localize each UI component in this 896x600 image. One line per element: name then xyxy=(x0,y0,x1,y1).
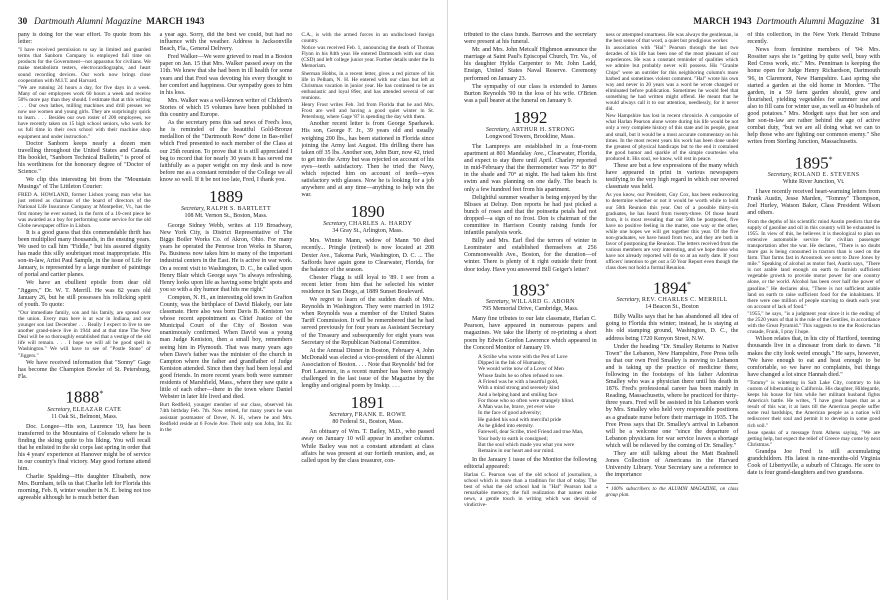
poem-line: In the face of good adversity; xyxy=(478,410,542,417)
paragraph: Grandpa Joe Ford is still accumulating grandchildren. His latest is nine-months-old Virginia Cook of Libertyville, a suburb of Chicago. He sore to date is four grand-daughters and two grandsons. xyxy=(747,448,880,477)
poem-line: And a helping hand and smiling face xyxy=(478,391,558,398)
secretary-name: ROLAND E. STEVENS xyxy=(793,172,860,179)
poem-line: A Friend was he with a heartful gold, xyxy=(478,378,559,385)
class-year: 1891 xyxy=(350,393,385,413)
left-page-header xyxy=(18,16,434,26)
secretary-address: 34 Gray St., Arlington, Mass. xyxy=(332,228,404,235)
secretary-line xyxy=(606,297,739,304)
paragraph: We have received information that "Sonny" Gage has become the Champion Bowler of St. Petersburg, Fla. xyxy=(18,359,151,380)
paragraph: These are but a few expressions of the many which have appeared in print in various newspapers testifying to the very high regard in which our revered classmate was held. xyxy=(605,162,739,191)
quote: ness or attempted smartness. He was always the gentleman, in the best sense of that word, a quiet but prodigious worker. xyxy=(605,32,739,45)
paragraph: Doctor Sanborn keeps nearly a dozen men travelling throughout the United States and Canada. His booklet, "Sanborn Technical Bulletin," is proof of his worthiness for the honorary degree of "Doctor of Science." xyxy=(18,140,151,175)
quote: "I have received permission to say in limited and guarded terms that Sanborn Company is employed full time on products for the Government—not apparatus for civilians. We make metabolism testers, electrocardiographs, and heart sound recording devices. Our work now brings close cooperation with M.I.T. and Harvard. xyxy=(18,47,151,84)
class-year: 1895 xyxy=(794,153,829,173)
paragraph: Compton, N. H., an interesting old town in Grafton County, was the birthplace of David Blakely, our late classmate. Here also was born Davis B. Keniston 'oo whose recent appointment as Chief Justice of the Municipal Court of the City of Boston was unanimously confirmed. When David was a young man Judge Keniston, then a small boy, remembers seeing him in Plymouth. That was many years ago when Dave's father was the minister of the church in Campton where the father and grandfather of Judge Keniston attended. Since then they had been loyal and good friends. In more recent years both were summer residents of Marshfield, Mass., where they saw quite a little of each other—there in the town where Daniel Webster in later life lived and died. xyxy=(159,294,293,401)
paragraph: We regret to learn of the sudden death of Mrs. Reynolds in Washington. They were married in 1912 when Reynolds was a member of the United States Tariff Commission. It will be remembered that he had served previously for four years as Assistant Secretary of the Treasury and subsequently for eight years was Secretary of the Republican National Committee. xyxy=(301,297,434,346)
note: Burt Redfield, younger member of our class, observed his 74th birthday Feb. 7th. Now retired, for many years he was assistant postmaster of Dover, N. H., where he and Mrs. Redfield reside at 6 Fowle Ave. Their only son John, Int. Er. in the xyxy=(159,402,293,433)
quote: FRED A. HOWLAND, former Lisbon young man who has just retired as chairman of the board of directors of the National Life Insurance Company at Montpelier, Vt., has the first money he ever earned, in the form of a 10-cent piece he was awarded as a boy for performing some service for the old Globe newspaper office in Lisbon. xyxy=(18,192,151,229)
quote: Harlan C. Pearson was of the old school of journalism, a school which is more than a tradition for that of today. The best of what the old school had in "Hal" Pearson had a remarkable memory, the full realization that names make news, a gentle touch in writing which was devoid of vindictive- xyxy=(464,471,597,509)
paragraph: Delightful summer weather is being enjoyed by the Blisses at Delray. Don reports he had just picked a bunch of roses and that the poinsetta petals had not dropped—a sign of no frost. Don is chairman of the committee in Harrison County raising funds for infantile paralysis work. xyxy=(464,194,597,237)
secretary-label: Secretary, xyxy=(180,205,205,212)
class-year-heading: 1893* xyxy=(511,280,550,300)
poem-line: As he glided into eternity. xyxy=(478,423,534,430)
right-date: MARCH 1943 xyxy=(693,16,752,26)
poem-line: But the soul which made you what you were xyxy=(478,441,575,448)
right-column-2 xyxy=(606,32,739,598)
note: "Tommy" is wintering in Salt Lake City, contrary to his custom of hibernating in California. His daughter, Hildegarde, keeps his house for him while her militant husband fights America's battle. He writes, "I have great hopes that as a result of this war, it at lasts till the American people suffer some real hardships, the American people as a nation will rediscover their soul and permit it to develop in some good rich soil." xyxy=(747,379,880,429)
class-year: 1893 xyxy=(511,280,546,300)
paragraph: Billy and Mrs. Earl fled the terrors of winter in Leominster and established themselves at 256 Commonwealth Ave., Boston, for the duration—of winter. There is plenty of it right outside their front door today. Have you answered Bill Geiger's letter? xyxy=(464,238,597,273)
secretary-name: REV. CHARLES C. MERRILL xyxy=(641,297,728,304)
secretary-line xyxy=(747,172,880,179)
left-column-2 xyxy=(160,32,293,598)
secretary-name: FRANK E. ROWE xyxy=(354,412,407,419)
paragraph: a year ago. Sorry, did the best we could, but had no influence with the weather. Address is Jacksonville Beach, Fla., General Delivery. xyxy=(159,32,293,53)
secretary-name: CHARLES A. HARDY xyxy=(348,221,413,228)
secretary-name: ELEAZAR CATE xyxy=(72,406,122,413)
quote: "We are running 24 hours a day, for five days in a week. Many of our employees work 60 hours a week and receive 50% more pay than they should. I estimate that at this writing . . . Our own lathes, milling machines and drill presses we now use women and young girls. They are surprisingly quick to learn. . . . Besides our own roster of 200 employees, we have recently taken on 15 high school seniors, who work for us full time in their own school with their machine shop equipment and under instruction." xyxy=(18,84,151,140)
class-year-heading xyxy=(301,203,434,221)
secretary-address: 80 Federal St., Boston, Mass. xyxy=(332,419,404,426)
poem-line: Whose faults he so often refused to see. xyxy=(478,372,564,379)
class-year-heading xyxy=(301,394,434,412)
secretary-name: WILLARD G. ABORN xyxy=(511,299,575,306)
secretary-line xyxy=(18,407,151,414)
paragraph: I have recently received heart-warming letters from Frank Austin, Jesse Marden, "Tommy" Thompson, Joel Hurley, Watson Baker, Class President Wilson and others. xyxy=(747,189,880,217)
paragraph: Mrs. Winnie Mann, widow of Mann '90 died recently... Pringle (retired) is now located at 208 Dexter Ave., Takoma Park, Washington, D. C. ... The Saffords have again gone to Clearwater, Florida, for the balance of the season. xyxy=(301,238,434,273)
poem-line: For those who so often were strangely blind. xyxy=(478,397,575,404)
paragraph: of this collection, in the New York Herald Tribune recently. xyxy=(747,32,880,46)
right-running-head: Dartmouth Alumni Magazine xyxy=(756,16,864,26)
paragraph: We have an ebullient epistle from dear old "Jiggers," Dr. W. T. Merrill. He was 82 years old January 26, but he still possesses his rollicking spirit of youth. To quote: xyxy=(18,280,151,308)
poem-line: Farewell, dear Scribe, tried Friend and true Man, xyxy=(478,429,584,436)
right-page-number: 31 xyxy=(870,16,880,26)
secretary-label: Secretary, xyxy=(485,126,510,133)
paragraph: Under the heading "Dr. Smalley Returns to Native Town" the Lebanon, New Hampshire, Free Press tells us that our own Fred Smalley is moving to Lebanon and is taking up the practice of medicine there, following in the footsteps of his father Adonirus Smalley who was a physician there until his death in 1876. Fred's professional career has been mainly in Reading, Massachusetts, where he practiced for thirty-three years. Fred will be assisted in his Lebanon work by Mrs. Smalley who held very responsible positions as a graduate nurse before their marriage in 1935. The Free Press says that Dr. Smalley's arrival in Lebanon will be a welcome one "since the departure of Lebanon physicians for war service leaves a shortage which will be relieved by the coming of Dr. Smalley." xyxy=(605,343,739,449)
paragraph: tributed to the class funds. Barrows and the secretary were present at his funeral. xyxy=(464,32,597,46)
paragraph: Chester Flagg is still loyal to '89. I see from a recent letter from him that he selected his winter residence in San Diego, at 1889 Sunset Boulevard. xyxy=(301,274,434,295)
paragraph: News from feminine members of '94: Mrs. Rossiter says she is "getting by quite well, busy with Red Cross work, etc." Mrs. Penniman is keeping the home open for Judge Henry Richardson, Dartmouth '96, in Claremont, New Hampshire. Last spring she started a garden at the old home in Morden. "The garden, in a 59 farm garden should, grew and flourished, yielding vegetables for summer use and also to fill cans for winter use, as well as 40 bushels of good potatoes." Mrs. Modgett says that her son and her son-in-law are rather behind the age of active combat duty, "but we are all doing what we can to help those who are fighting our common enemy." She writes from Sterling Junction, Massachusetts. xyxy=(747,47,880,146)
secretary-label: Secretary, xyxy=(767,172,792,179)
paragraph: Billy Wallis says that he has abandoned all idea of going to Florida this winter; instead, he is staying at his old stamping ground, Washington, D. C., the address being 1720 Kenyon Street, N.W. xyxy=(605,314,739,342)
paragraph: George Sidney Webb, writes at 119 Broadway, New York City, is District Representative of The Biggs Boiler Works Co. of Akron, Ohio. For many years he operated the Penrose Iron Works in Sharon, Pa. Business now takes him to many of the important industrial centers in the East. He is active in war work. On a recent visit to Washington, D. C., he called upon Henry Blair which George says "is always refreshing. Henry looks upon life as having some bright spots and you so with a dry humor that hits me right." xyxy=(159,222,293,293)
class-year: 1892 xyxy=(513,107,548,127)
paragraph: Mr. and Mrs. John Metcalf Highmon announce the marriage at Saint Paul's Episcopal Church, Trr. Va., of his daughter Hylda Carpenter to Mr. John Ladd, Ensign, United States Naval Reserve. Ceremony performed on January 23. xyxy=(464,47,597,82)
paragraph: The Lampreys are established in a four-room apartment at 801 Mandalay Ave., Clearwater, Florida, and expect to stay there until April. Charley reported in mid-February that the thermometer was 75° to 80° in the shade and 70° at night. He had taken his first swim and was planning on one daily. The beach is only a few hundred feet from his apartment. xyxy=(464,143,597,193)
secretary-line xyxy=(301,412,434,419)
quote: New Hampshire has lost in recent chronicle. A composite of what Harlan Pearson alone wrote during his life would be not only a very complete history of this state and its people, great and small, but it would be a most accurate commentary on his times. In the most recent years his work has been done under the greatest of physical handicaps but to the end it contained the good humor and sparkle of the simple courtesies who produced it. His soul, we know, will rest in peace. xyxy=(605,113,739,162)
left-date: MARCH 1943 xyxy=(146,16,205,26)
paragraph: Mrs. Walker was a well-known writer of Children's Stories of which 15 volumes have been published in this country and Europe. xyxy=(159,97,293,119)
paragraph: Wilson relates that, in his city of Hartford, teeming thousands live in a dinosaur from dark to dawn. "It makes the city look weird enough." He says, however, "We have enough to eat and heat enough to be comfortable, so we have no complaints, but things have changed a lot since Hannah died." xyxy=(747,336,880,378)
poem-line: With a mind strong and serenely kind xyxy=(478,385,559,392)
secretary-address: 108 Mt. Vernon St., Boston, Mass. xyxy=(184,212,268,219)
poem-line: A Scribe who wrote with the Pen of Love xyxy=(478,353,568,360)
right-columns xyxy=(464,32,880,598)
note: Sherman Hobbs, in a recent letter, gives a red picture of his life in Pelham, N. H. He entered with our class but left at Christmas vacation in junior year. He has continued to be an enthusiastic and loyal 89er, and has attended several of our reunions. xyxy=(301,70,434,101)
note: From the depths of his scientific mind Austin predicts that the supply of gasoline and oil in this country will be exhausted in 1955. In view of this, he believes it is theological to plan on extensive automobile service for civilian passenger transportation after the war. He declares, "There is no doubt more gas is being consumed in tractors than is used on the farm. That farms fast in Aroostook we sent to Dave Jones by mile." Speaking of alcohol as motor fuel, Austin says, "There is not arable land enough on earth to furnish sufficient vegetable growth to provide motor power for one country alone, or the world. Alcohol has been over half the power of gasoline." He declares also, "There is not sufficient arable land on earth to raise sufficient food for the inhabitants. If there were one million of people starving to death each year on account of lack of food." xyxy=(747,218,880,310)
secretary-line xyxy=(301,221,434,228)
paragraph: Fred Walker—We were grieved to read in a Boston paper on Jan. 15 that Mrs. Walker passed away on the 11th. We knew that she had been in ill health for some years and that Fred was devoting his every thought to her comfort and happiness. Our sympathy goes to him in his loss. xyxy=(159,54,293,96)
secretary-line xyxy=(464,299,597,306)
paragraph: It is a good guess that this commendable thrift has been multiplied many thousands, in the ensuing years. We used to call him "Fiddle," but his assured dignity has made this silly soubriquet most inappropriate. His son-in-law, Artist Paul Sample, in the issue of Life for January, is represented by a large number of paintings of portal and cartier planes. xyxy=(18,229,151,279)
note: As you know, our President, Guy Cox, has been endeavoring to determine whether or not it would be worth while to hold our 50th Reunion this year. Out of a possible thirty-six graduates, he has heard from twenty-three. Of those heard from, it is most revealing that our 50th be postponed, five have no positive feeling in the matter, one way or the other, while one hopes we will get together this year. Of the five non-graduates, we have heard from two, and they are both in favor of postponing the Reunion. The letters received from the various members are very interesting, and we hope those who have not already reported will do so at an early date. If your officers' intention to get out a 50 Year Report even though the class does not hold a formal Reunion. xyxy=(605,192,739,272)
secretary-label: Secretary, xyxy=(323,221,348,228)
secretary-address: Longwood Towers, Brookline, Mass. xyxy=(485,133,575,140)
note: C.A., is with the armed forces in an undisclosed foreign country. xyxy=(301,32,434,45)
secretary-name: RALPH S. BARTLETT xyxy=(206,205,272,212)
right-page-header xyxy=(464,16,880,26)
poem-line: Remains in our heart and our mind. xyxy=(478,448,555,455)
paragraph: As the secretary pens this sad news of Fred's loss, he is reminded of the beautiful Gold-Bronze medallion of the "Dartmouth Row" done in Bas-relief which Fred presented to each member of the Class at our 25th reunion. To prove that it is still appreciated I beg to record that for nearly 30 years it has served me faithfully as a paper weight on my desk and is now before me as a constant reminder of the College we all know so well. If it be not too late, Fred, I thank you. xyxy=(159,120,293,183)
poem-line: Your body to earth is consigned; xyxy=(478,435,548,442)
secretary-address: 11 Oak St., Belmont, Mass. xyxy=(51,413,118,420)
left-page-number: 30 xyxy=(18,16,28,26)
secretary-name: ARTHUR H. STRONG xyxy=(511,126,575,133)
poem-line: We would write now of a Lover of Men xyxy=(478,366,564,373)
poem-line: He guided his soul with merciful pride xyxy=(478,416,562,423)
paragraph: At the Annual Dinner in Boston, February 4, John McDonald was elected a vice-president of the Alumni Association of Boston. . . . Note that Reynolds' bid for Port Laurence, in a recent number has been strongly challenged in the last issue of the Magazine by the lengthy and original poem by Inskip. . . . xyxy=(301,347,434,390)
quote: "Our immediate family, son and his family, are spread over the union. Every man here is at war in Indiana, and our younger son last December . . . Really I expect to live to see another grand-niece live in 1944 and at that time The New Deal will be so thoroughly established that a vestige of the old life will remain. . . . I hope we will all be good spell in Washington." We will have to see of "Postle Stone" of "Jiggers." xyxy=(18,309,151,359)
secretary-address: 14 Beacon St., Boston xyxy=(645,304,699,311)
class-year-heading xyxy=(464,109,597,127)
class-year: 1889 xyxy=(209,186,243,206)
paragraph: The sympathy of our class is extended to James Burton Reynolds '90 in the loss of his wife. O'Brien was a pall bearer at the funeral on January 9. xyxy=(464,83,597,104)
secretary-label: Secretary, xyxy=(47,406,72,413)
poem-line: A Man was he, brave, yet ever wise xyxy=(478,404,555,411)
secretary-address: White River Junction, Vt. xyxy=(782,179,845,186)
left-column-3 xyxy=(301,32,434,598)
left-column-1 xyxy=(18,32,151,598)
quote: In association with "Hal" Pearson through the last two decades of his life has been one of the most pleasant of our experiences. He was a constant reminder of qualities which we admire but probably never will possess. His "Granite Chips" were an outrider for this neighboring column's more barbed and sometimes violent comment. "Hal" wrote his own way and never in 20 years was a word he wrote changed or eliminated before publication. Sometimes he would feel that something he had written might offend. He meant that he would always call it to our attention, needlessly, for it never did. xyxy=(605,45,739,113)
note: Notice was received Feb. 1, announcing the death of Thomas Flynn in his 84th year. He entered Dartmouth with our class (CSD) and left college junior year. Further details under the In Memoriam. xyxy=(301,45,434,70)
secretary-label: Secretary, xyxy=(485,299,510,306)
paragraph: An obituary of Wm. T. Bailey, M.D., who passed away on January 10 will appear in another column. While Bailey was not a constant attendant at class affairs he was present at our fortieth reunion, and, as called upon by the class treasurer, con- xyxy=(301,429,434,464)
paragraph: Doc. Longee—His son, Laurence '19, has been transferred to the Mountains of Colorado where he is finding the skiing quite to his liking. You will recall that he enlisted in the ski corps last spring in order that his 4 years' experience at Hanover might be of service in our country's final victory. May good fortune attend him. xyxy=(18,423,151,473)
class-year: 1888 xyxy=(65,387,100,407)
footnote: * 100% subscribers to the ALUMNI MAGAZINE, on class group plan. xyxy=(606,483,739,498)
secretary-line xyxy=(464,127,597,134)
paragraph: We clip this interesting bit from the "Mountain Musings" of The Littleton Courier: xyxy=(18,177,151,191)
secretary-label: Secretary, xyxy=(329,412,354,419)
note: Henry Frost writes Feb. 3rd from Florida that he and Mrs. Frost are well and having a good quiet winter in St. Petersburg, where Gage '87 is spending the day with them. xyxy=(301,102,434,121)
paragraph: Charlie Spalding—His daughter Elisabeth, now Mrs. Burnham, tells us that Charlie left for Florida this morning, Feb. 8, winter weather in N. E. being not too agreeable although he is much better than xyxy=(18,474,151,502)
class-year: 1890 xyxy=(350,202,385,222)
secretary-label: Secretary, xyxy=(616,297,641,304)
paragraph: They are still talking about the Matt Bushnell Jones Collection of Americana in the Harvard University Library. Your Secretary saw a reference to the importance xyxy=(605,451,739,479)
poem xyxy=(478,354,597,455)
class-year-heading xyxy=(160,188,293,206)
secretary-address: 795 Memorial Drive, Cambridge, Mass. xyxy=(482,306,579,313)
class-year-heading: 1895* xyxy=(794,153,833,173)
paragraph: Another recent letter is from George Sparhawk. His son, George F. Jr., 39 years old and usually weighing 200 lbs., has been stationed in Florida since joining the Army last August. His drilling there has taken off 35 lbs. Another son, John Burr, now 42, tried to get into the Army but was rejected on account of his eyes—teeth satisfactory. Then he tried the Navy, which rejected him on account of teeth—eyes satisfactory with glasses. Now he is looking for a job anywhere and at any time—anything to help win the war. xyxy=(301,121,434,199)
class-year: 1894 xyxy=(653,278,687,298)
left-running-head: Dartmouth Alumni Magazine xyxy=(34,16,142,26)
paragraph: In the January 1 issue of the Monitor the following editorial appeared: xyxy=(464,456,597,470)
paragraph: pany is doing for the war effort. To quote from his letter: xyxy=(18,32,151,46)
note: "1955," he says, "is a judgment year since it is the ending of the 2520 years of that is the rule of the Gentiles, in accordance with the Great Pyramid." This suggests to me the Rosicrucian crusade, Frank, I pray I hope. xyxy=(747,310,880,336)
paragraph: Many fine tributes to our late classmate, Harlan C. Pearson, have appeared in numerous papers and magazines. We take the liberty of re-printing a short poem by Edwin Gordon Lawrence which appeared in the Concord Monitor of January 19. xyxy=(464,316,597,351)
note: Jesse speaks of a message from Athens saying, "We are getting help, but expect the relief of Greece may come by next Christmas." xyxy=(747,429,880,448)
right-column-1 xyxy=(464,32,597,598)
class-year-heading: 1894* xyxy=(653,278,691,298)
class-year-heading: 1888* xyxy=(65,387,104,407)
right-column-3 xyxy=(747,32,880,598)
secretary-line xyxy=(160,206,293,213)
poem-line: Dipped in the Ink of Humanity, xyxy=(478,360,546,367)
right-page xyxy=(448,0,896,600)
left-columns xyxy=(18,32,434,598)
